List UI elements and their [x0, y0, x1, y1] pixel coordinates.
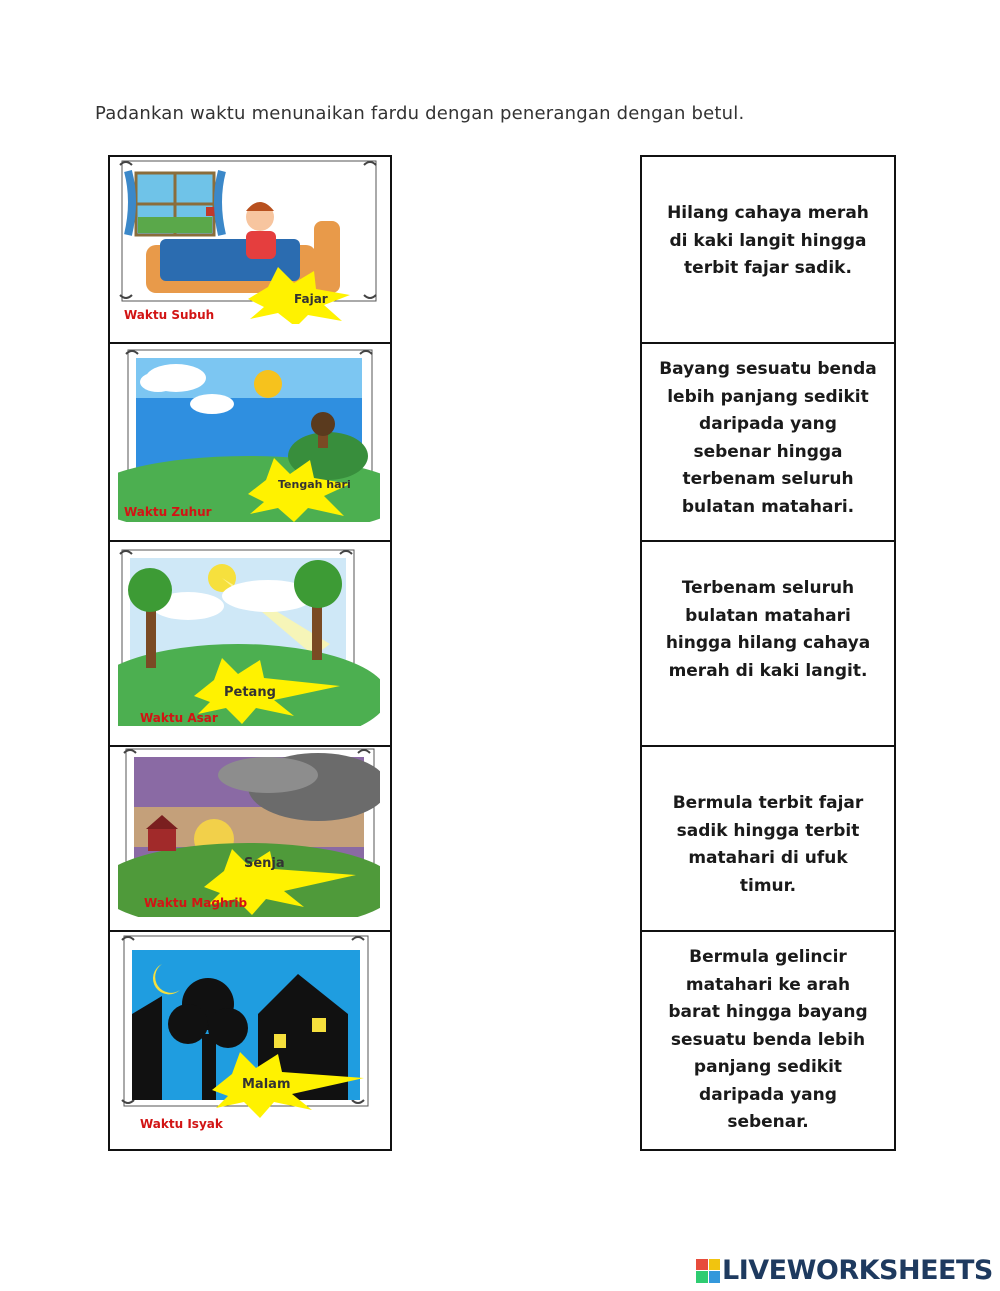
svg-text:Tengah hari [278, 478, 351, 491]
isyak-picture [118, 934, 380, 1136]
isyak-star-label: Malam [242, 1077, 291, 1092]
asar-star-label: Petang [224, 685, 276, 700]
description-box-5[interactable] [642, 932, 894, 1149]
description-text-1: Hilang cahaya merah di kaki langit hingga terbit fajar sadik. [667, 203, 869, 278]
asar-picture [118, 546, 380, 726]
description-text-3: Terbenam seluruh bulatan matahari hingga hilang cahaya merah di kaki langit. [665, 578, 871, 681]
zuhur-star-label: Tengah hari [278, 478, 351, 491]
maghrib-picture [118, 747, 380, 917]
description-text-2: Bayang sesuatu benda lebih panjang sedikit daripada yang sebenar hingga terbenam seluruh bulatan matahari. [659, 359, 877, 517]
subuh-star-label: Fajar [294, 292, 328, 306]
subuh-picture [118, 159, 380, 324]
description-box-1[interactable] [642, 157, 894, 344]
prayer-cell-zuhur[interactable] [110, 344, 390, 542]
logo-text: LIVEWORKSHEETS [722, 1255, 993, 1286]
prayer-cell-isyak[interactable] [110, 932, 390, 1149]
isyak-caption: Waktu Isyak [140, 1117, 223, 1131]
description-box-3[interactable] [642, 542, 894, 747]
zuhur-picture [118, 346, 380, 522]
description-box-4[interactable] [642, 747, 894, 932]
liveworksheets-logo[interactable] [696, 1255, 993, 1286]
description-box-2[interactable] [642, 344, 894, 542]
subuh-caption: Waktu Subuh [124, 308, 215, 322]
description-text-5: Bermula gelincir matahari ke arah barat hingga bayang sesuatu benda lebih panjang sedikit daripada yang sebenar. [668, 947, 868, 1132]
prayer-cell-asar[interactable] [110, 542, 390, 747]
description-text-4: Bermula terbit fajar sadik hingga terbit matahari di ufuk timur. [672, 793, 864, 896]
maghrib-caption: Waktu Maghrib [144, 896, 248, 910]
descriptions-column [640, 155, 896, 1151]
prayer-cell-subuh[interactable] [110, 157, 390, 344]
instruction-text: Padankan waktu menunaikan fardu dengan penerangan dengan betul. [95, 103, 745, 124]
maghrib-star-label: Senja [244, 856, 285, 871]
logo-mark-icon [696, 1259, 720, 1283]
prayer-images-column [108, 155, 392, 1151]
prayer-cell-maghrib[interactable] [110, 747, 390, 932]
asar-caption: Waktu Asar [140, 711, 218, 725]
zuhur-caption: Waktu Zuhur [124, 505, 212, 519]
